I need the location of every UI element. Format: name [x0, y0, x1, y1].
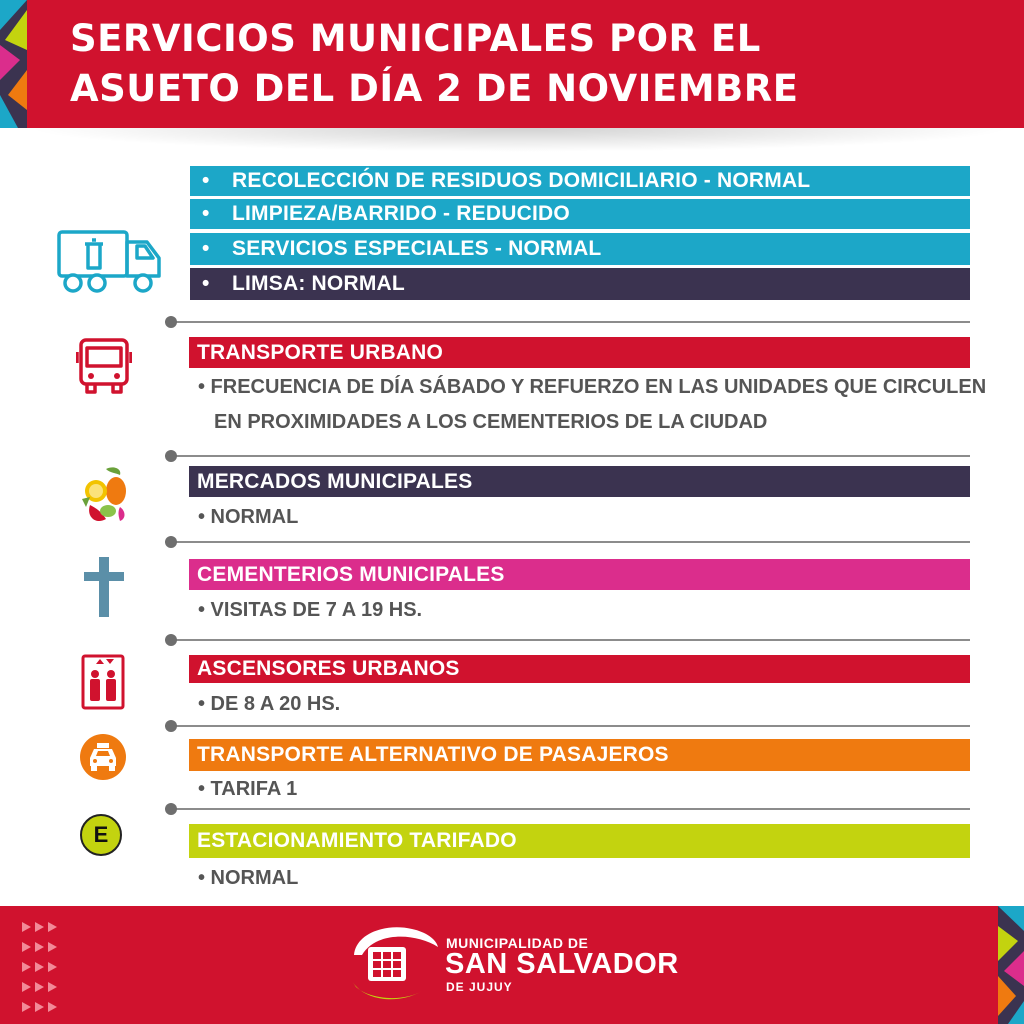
residuos-item-recoleccion [190, 166, 970, 196]
transporte-urbano-detail-2: EN PROXIMIDADES A LOS CEMENTERIOS DE LA CIUDAD [214, 411, 768, 433]
separator [172, 639, 970, 641]
mercados-title: MERCADOS MUNICIPALES [197, 469, 473, 493]
transporte-urbano-title: TRANSPORTE URBANO [197, 340, 444, 364]
bullet: • [202, 202, 210, 225]
estacionamiento-detail: • NORMAL [198, 867, 299, 889]
parking-e-icon [80, 814, 122, 856]
logo-text-line-2: SAN SALVADOR [445, 948, 679, 980]
separator [172, 541, 970, 543]
bus-icon [76, 337, 132, 395]
cross-icon [84, 557, 124, 617]
title-line-1: SERVICIOS MUNICIPALES POR EL [70, 17, 761, 60]
mercados-header [189, 466, 970, 497]
cementerios-detail: • VISITAS DE 7 A 19 HS. [198, 599, 423, 621]
cementerios-header [189, 559, 970, 590]
residuos-item-label: LIMSA: NORMAL [232, 272, 405, 295]
bullet: • [202, 272, 210, 295]
residuos-item-especiales [190, 233, 970, 265]
fruits-icon [76, 461, 132, 529]
cementerios-title: CEMENTERIOS MUNICIPALES [197, 562, 505, 586]
elevator-icon [81, 654, 125, 710]
taxi-icon [80, 734, 126, 780]
alternativo-header [189, 739, 970, 771]
garbage-truck-icon [57, 230, 162, 295]
transporte-urbano-detail-1: • FRECUENCIA DE DÍA SÁBADO Y REFUERZO EN LAS UNIDADES QUE CIRCULEN [198, 376, 987, 398]
separator [172, 321, 970, 323]
header-banner [0, 0, 1024, 128]
logo-text-line-1: MUNICIPALIDAD DE [446, 935, 589, 951]
parking-e-letter: E [93, 822, 109, 847]
title-line-2: ASUETO DEL DÍA 2 DE NOVIEMBRE [70, 67, 799, 110]
alternativo-title: TRANSPORTE ALTERNATIVO DE PASAJEROS [197, 743, 669, 766]
residuos-item-limsa [190, 268, 970, 300]
decorative-pattern-left [0, 0, 27, 128]
bullet: • [202, 237, 210, 260]
header-shadow [25, 128, 1015, 152]
residuos-item-label: SERVICIOS ESPECIALES - NORMAL [232, 237, 602, 260]
mercados-detail: • NORMAL [198, 506, 299, 528]
estacionamiento-title: ESTACIONAMIENTO TARIFADO [197, 829, 517, 852]
bullet: • [202, 169, 210, 192]
residuos-item-limpieza [190, 199, 970, 229]
decorative-pattern-right [998, 906, 1024, 1024]
alternativo-detail: • TARIFA 1 [198, 778, 298, 800]
residuos-item-label: LIMPIEZA/BARRIDO - REDUCIDO [232, 202, 570, 225]
separator [172, 808, 970, 810]
logo-text-line-3: DE JUJUY [446, 980, 513, 994]
estacionamiento-header [189, 824, 970, 858]
separator [172, 725, 970, 727]
residuos-item-label: RECOLECCIÓN DE RESIDUOS DOMICILIARIO - NORMAL [232, 169, 811, 192]
page-title [70, 14, 799, 114]
transporte-urbano-header [189, 337, 970, 368]
municipality-logo-icon [346, 925, 438, 1003]
ascensores-header [189, 655, 970, 683]
ascensores-title: ASCENSORES URBANOS [197, 657, 460, 680]
arrows-decoration [22, 922, 64, 1014]
separator [172, 455, 970, 457]
ascensores-detail: • DE 8 A 20 HS. [198, 693, 341, 715]
